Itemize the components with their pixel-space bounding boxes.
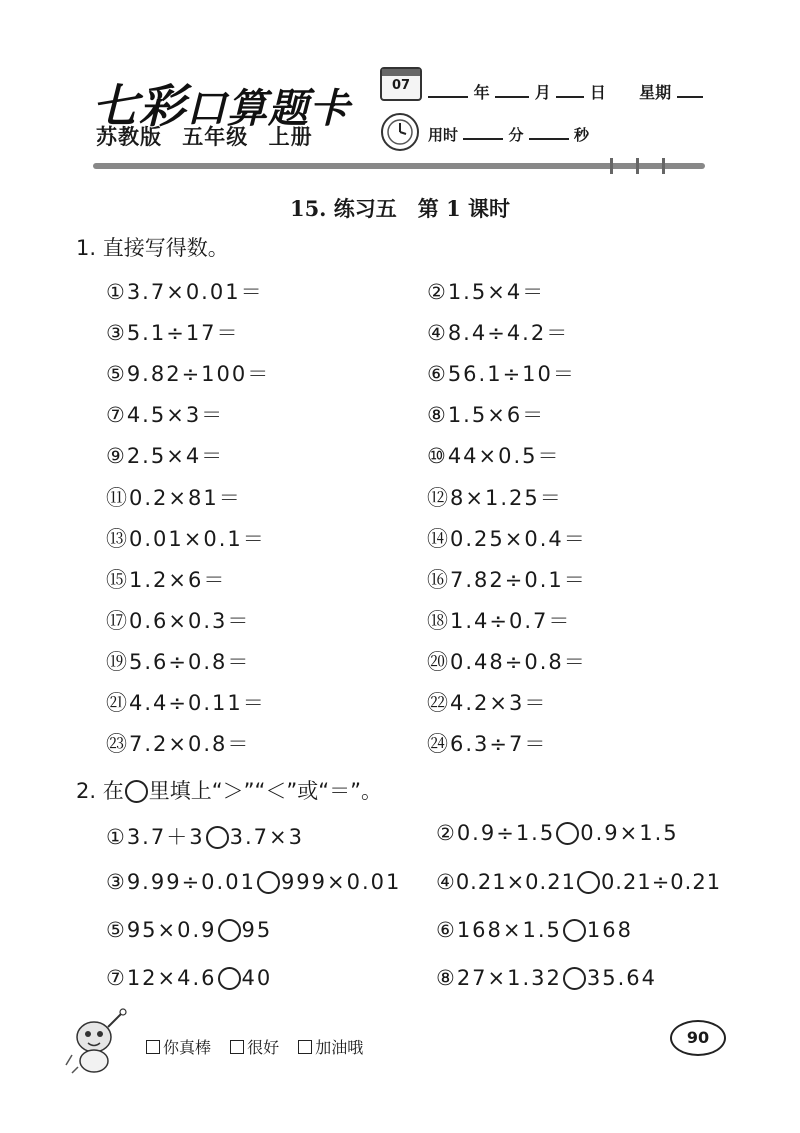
- compare-right: 35.64: [586, 966, 658, 990]
- compare-left: ⑦12×4.6: [106, 966, 217, 990]
- problem-20: ⑳0.48÷0.8＝: [427, 650, 587, 674]
- answer-circle[interactable]: [218, 967, 241, 990]
- compare-left: ⑤95×0.9: [106, 918, 217, 942]
- answer-circle[interactable]: [563, 967, 586, 990]
- section2-title-b: 里填上“＞”“＜”或“＝”。: [148, 779, 382, 803]
- rating-label: 你真棒: [163, 1038, 212, 1057]
- header-divider: [93, 163, 705, 169]
- problem-6: ⑥56.1÷10＝: [427, 362, 576, 386]
- compare-problem-7: [106, 966, 272, 990]
- problem-16: ⑯7.82÷0.1＝: [427, 568, 587, 592]
- rating-label: 加油哦: [315, 1038, 364, 1057]
- second-label: 秒: [573, 126, 589, 144]
- answer-circle[interactable]: [577, 871, 600, 894]
- problem-7: ⑦4.5×3＝: [106, 403, 225, 427]
- section1-title: 1. 直接写得数。: [76, 236, 229, 260]
- mascot-illustration: [64, 1007, 132, 1075]
- problem-17: ⑰0.6×0.3＝: [106, 609, 251, 633]
- checkbox-icon[interactable]: [298, 1040, 312, 1054]
- edition-label: 苏教版 五年级 上册: [96, 125, 313, 149]
- calendar-day: 07: [391, 78, 411, 93]
- problem-22: ㉒4.2×3＝: [427, 691, 548, 715]
- self-rating: [146, 1035, 377, 1058]
- answer-circle[interactable]: [218, 919, 241, 942]
- compare-problem-8: [436, 966, 657, 990]
- problem-13: ⑬0.01×0.1＝: [106, 527, 266, 551]
- section2-title-a: 2. 在: [76, 779, 124, 803]
- problem-8: ⑧1.5×6＝: [427, 403, 546, 427]
- answer-circle[interactable]: [206, 826, 229, 849]
- problem-24: ㉔6.3÷7＝: [427, 732, 548, 756]
- problem-10: ⑩44×0.5＝: [427, 444, 561, 468]
- year-blank[interactable]: [428, 82, 468, 98]
- compare-problem-3: [106, 870, 401, 894]
- problem-4: ④8.4÷4.2＝: [427, 321, 570, 345]
- compare-left: ④0.21×0.21: [436, 870, 576, 894]
- compare-right: 40: [241, 966, 273, 990]
- rating-option[interactable]: [146, 1038, 211, 1057]
- date-line: [428, 80, 703, 103]
- checkbox-icon[interactable]: [146, 1040, 160, 1054]
- lesson-title: 15. 练习五 第 1 课时: [289, 196, 511, 221]
- problem-18: ⑱1.4÷0.7＝: [427, 609, 572, 633]
- compare-left: ⑧27×1.32: [436, 966, 562, 990]
- compare-problem-6: [436, 918, 633, 942]
- page-number: 90: [670, 1020, 726, 1056]
- compare-problem-2: [436, 821, 679, 845]
- compare-right: 3.7×3: [229, 825, 304, 849]
- problem-9: ⑨2.5×4＝: [106, 444, 225, 468]
- minute-label: 分: [508, 126, 524, 144]
- rating-option[interactable]: [298, 1038, 363, 1057]
- circle-symbol-icon: [125, 780, 148, 803]
- rating-label: 很好: [247, 1038, 280, 1057]
- second-blank[interactable]: [529, 124, 569, 140]
- brand-rest: 口算题卡: [186, 85, 350, 132]
- problem-14: ⑭0.25×0.4＝: [427, 527, 587, 551]
- month-blank[interactable]: [495, 82, 529, 98]
- answer-circle[interactable]: [257, 871, 280, 894]
- divider-tick: [636, 158, 639, 174]
- answer-circle[interactable]: [556, 822, 579, 845]
- problem-23: ㉓7.2×0.8＝: [106, 732, 251, 756]
- time-label: 用时: [428, 126, 459, 144]
- compare-right: 168: [586, 918, 633, 942]
- compare-right: 999×0.01: [280, 870, 402, 894]
- calendar-icon: [380, 67, 422, 101]
- month-label: 月: [534, 83, 551, 102]
- compare-left: ⑥168×1.5: [436, 918, 562, 942]
- problem-15: ⑮1.2×6＝: [106, 568, 227, 592]
- compare-problem-1: [106, 821, 304, 851]
- weekday-blank[interactable]: [677, 82, 703, 98]
- compare-left: ③9.99÷0.01: [106, 870, 256, 894]
- section2-title: [76, 775, 382, 805]
- checkbox-icon[interactable]: [230, 1040, 244, 1054]
- problem-11: ⑪0.2×81＝: [106, 486, 242, 510]
- divider-tick: [610, 158, 613, 174]
- minute-blank[interactable]: [463, 124, 503, 140]
- problem-5: ⑤9.82÷100＝: [106, 362, 271, 386]
- day-label: 日: [589, 83, 606, 102]
- compare-problem-4: [436, 870, 721, 894]
- compare-right: 0.9×1.5: [580, 821, 679, 845]
- problem-2: ②1.5×4＝: [427, 280, 546, 304]
- problem-1: ①3.7×0.01＝: [106, 280, 264, 304]
- answer-circle[interactable]: [563, 919, 586, 942]
- compare-problem-5: [106, 918, 272, 942]
- divider-tick: [662, 158, 665, 174]
- compare-left: ②0.9÷1.5: [436, 821, 556, 845]
- problem-3: ③5.1÷17＝: [106, 321, 240, 345]
- brand-lead: 七彩: [92, 79, 186, 133]
- rating-option[interactable]: [230, 1038, 279, 1057]
- problem-21: ㉑4.4÷0.11＝: [106, 691, 266, 715]
- compare-left: ①3.7＋3: [106, 825, 205, 849]
- weekday-label: 星期: [639, 83, 672, 102]
- time-line: [428, 124, 589, 145]
- problem-12: ⑫8×1.25＝: [427, 486, 563, 510]
- year-label: 年: [473, 83, 490, 102]
- clock-icon: [381, 113, 419, 151]
- problem-19: ⑲5.6÷0.8＝: [106, 650, 251, 674]
- day-blank[interactable]: [556, 82, 584, 98]
- compare-right: 95: [241, 918, 273, 942]
- compare-right: 0.21÷0.21: [600, 870, 722, 894]
